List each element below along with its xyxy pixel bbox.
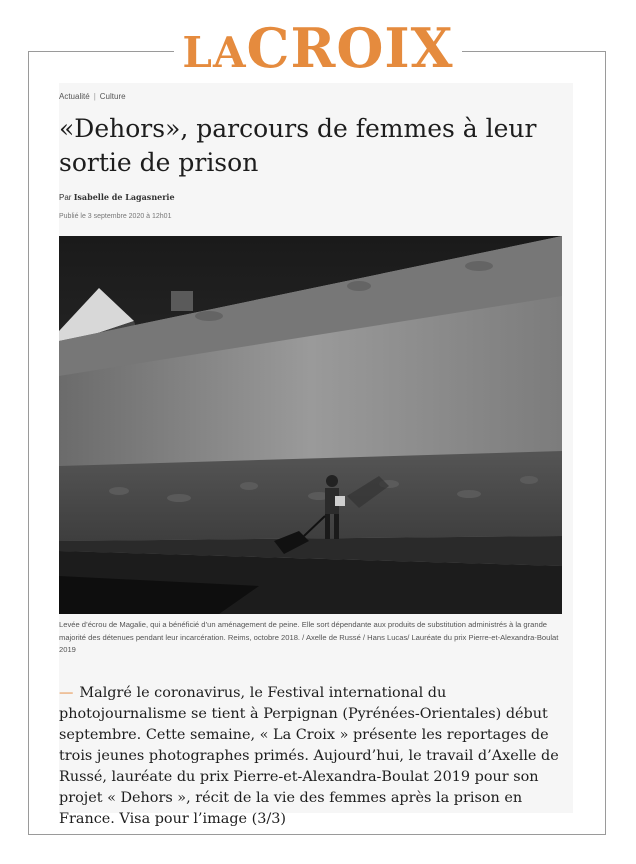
publish-date: Publié le 3 septembre 2020 à 12h01: [59, 213, 172, 220]
byline-prefix: Par: [59, 193, 72, 202]
breadcrumb-separator: |: [93, 92, 96, 101]
lead-text: Malgré le coronavirus, le Festival international du photojournalisme se tient à Perpignan (Pyrénées-Orientales) début septembre. Cette semaine, « La Croix » présente les reportages de trois jeunes photographes primés. Aujourd’hui, le travail d’Axelle de Russé, lauréate du prix Pierre-et-Alexandra-Boulat 2019 pour son projet « Dehors », récit de la vie des femmes après la prison en France. Visa pour l’image (3/3): [59, 685, 559, 827]
logo-la: LA: [182, 28, 247, 77]
article-title: «Dehors», parcours de femmes à leur sortie de prison: [59, 114, 537, 177]
article-photo: [59, 236, 562, 614]
masthead: [0, 16, 636, 80]
byline: [59, 192, 175, 202]
la-croix-logo[interactable]: [174, 16, 461, 80]
breadcrumb-actualite[interactable]: Actualité: [59, 92, 90, 101]
photo-caption: Levée d’écrou de Magalie, qui a bénéficié d’un aménagement de peine. Elle sort dépendante aux produits de substitution administrés à la grande majorité des détenues pendant leur incarcération. Reims, octobre 2018. / Axelle de Russé / Hans Lucas/ Lauréate du prix Pierre-et-Alexandra-Boulat 2019: [59, 620, 559, 654]
breadcrumb-culture[interactable]: Culture: [99, 92, 126, 101]
logo-croix: CROIX: [246, 16, 454, 80]
article-lead: [59, 683, 571, 830]
author-name[interactable]: Isabelle de Lagasnerie: [73, 192, 175, 202]
breadcrumb: [59, 92, 126, 101]
photo-illustration: [59, 236, 562, 614]
lead-dash: —: [59, 685, 74, 701]
